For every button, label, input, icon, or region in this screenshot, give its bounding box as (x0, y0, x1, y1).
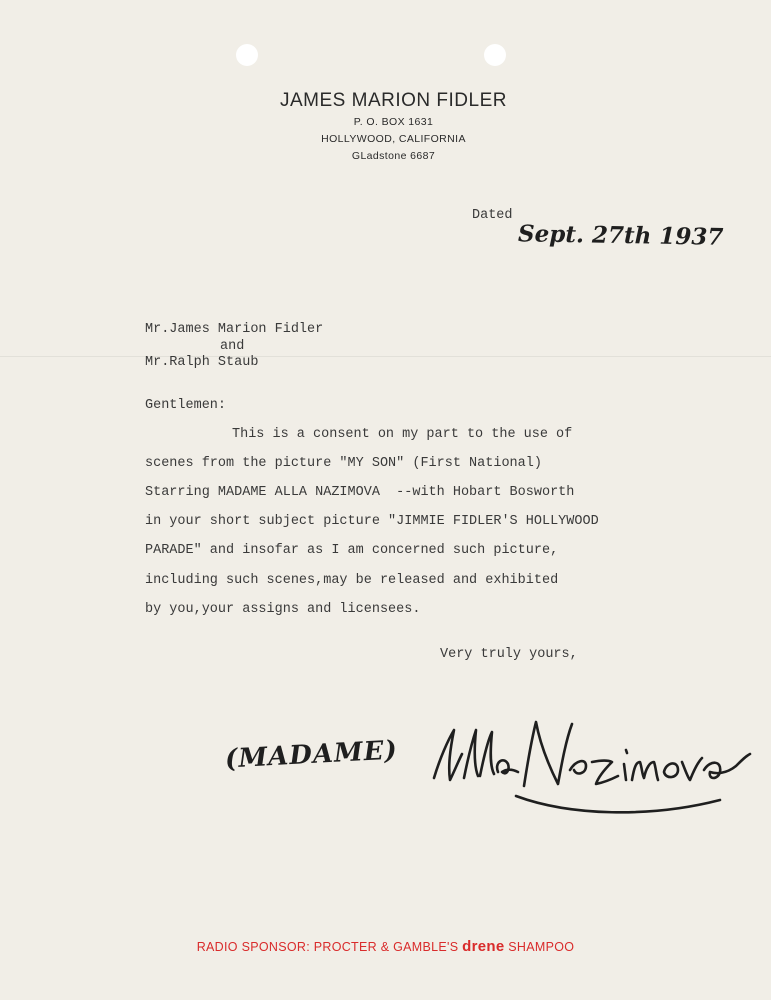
addressee-line-2: and (220, 339, 245, 354)
body-line-2: scenes from the picture "MY SON" (First National) (145, 456, 542, 471)
letterhead-city: HOLLYWOOD, CALIFORNIA (321, 133, 466, 145)
handwritten-date: Sept. 27th 1937 (517, 220, 724, 251)
punch-hole-right (484, 44, 506, 66)
body-line-7: by you,your assigns and licensees. (145, 602, 421, 617)
footer-prefix: RADIO SPONSOR: PROCTER & GAMBLE'S (196, 940, 459, 954)
footer-sponsor (0, 938, 771, 955)
addressee-line-1: Mr.James Marion Fidler (145, 322, 324, 337)
body-line-6: including such scenes,may be released and exhibited (145, 573, 559, 588)
signature-name (440, 846, 441, 847)
paper-fold-line (0, 356, 771, 357)
salutation: Gentlemen: (145, 398, 227, 413)
letterhead-phone: GLadstone 6687 (351, 150, 436, 162)
punch-hole-left (236, 44, 258, 66)
addressee-line-3: Mr.Ralph Staub (145, 355, 259, 370)
body-line-3: Starring MADAME ALLA NAZIMOVA --with Hobart Bosworth (145, 485, 575, 500)
signature-scrawl (420, 700, 760, 830)
handwritten-madame: (MADAME) (224, 735, 399, 775)
body-line-4: in your short subject picture "JIMMIE FIDLER'S HOLLYWOOD (145, 514, 599, 529)
footer-brand: drene (462, 938, 505, 955)
letterhead-po-box: P. O. BOX 1631 (353, 116, 434, 128)
letterhead-name: JAMES MARION FIDLER (280, 90, 507, 111)
closing: Very truly yours, (440, 647, 578, 662)
dated-label: Dated (472, 208, 513, 223)
body-line-1: This is a consent on my part to the use of (232, 427, 573, 442)
body-line-5: PARADE" and insofar as I am concerned such picture, (145, 543, 559, 558)
footer-suffix: SHAMPOO (508, 940, 575, 954)
